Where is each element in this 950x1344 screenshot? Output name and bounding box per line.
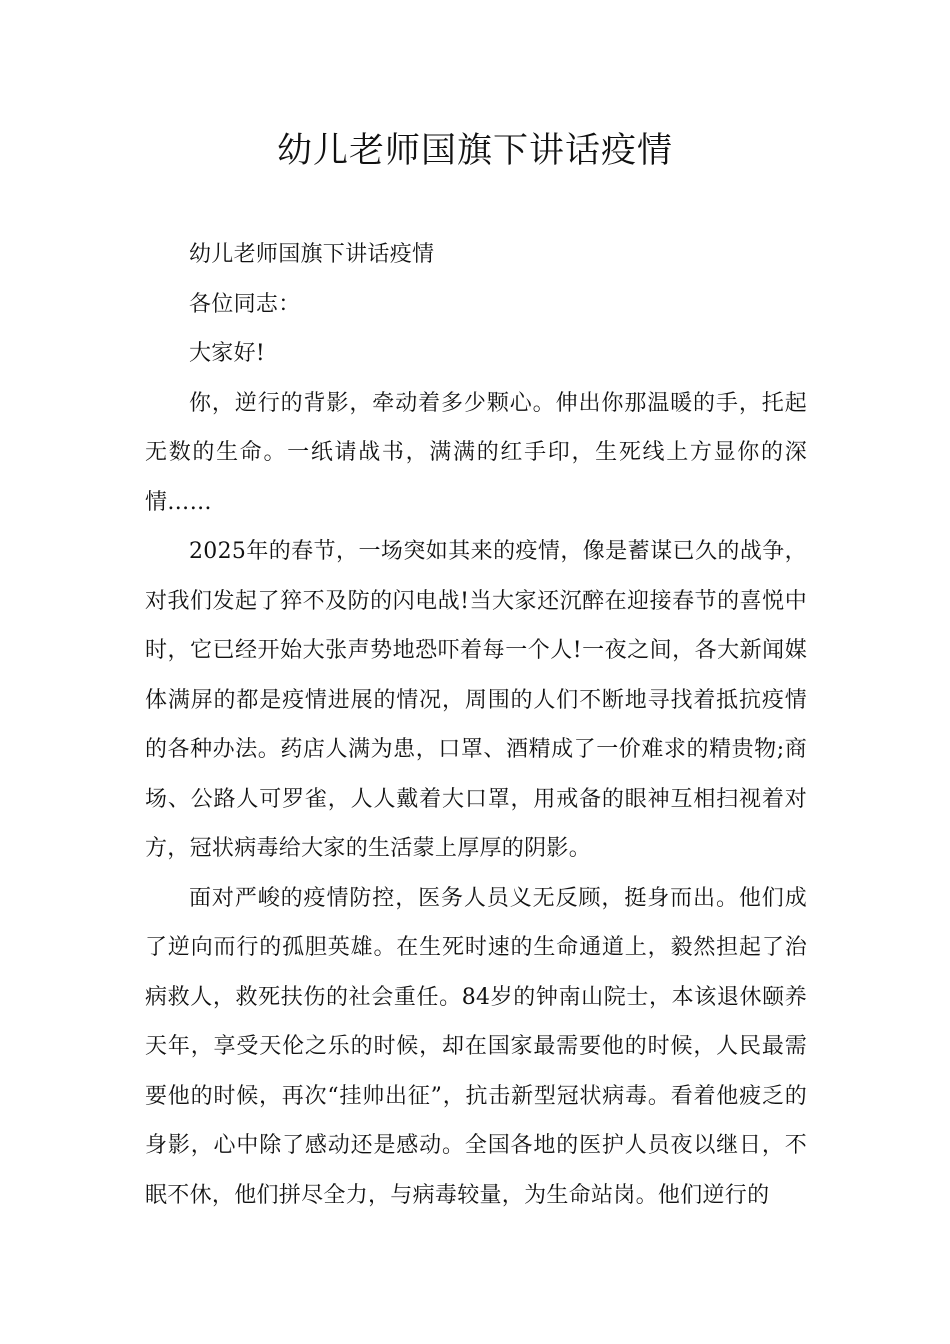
paragraph-greeting: 大家好! xyxy=(189,341,266,366)
paragraph-medical-workers: 面对严峻的疫情防控，医务人员义无反顾，挺身而出。他们成了逆向而行的孤胆英雄。在生死时速的生命通道上，毅然担起了治病救人，救死扶伤的社会重任。84岁的钟南山院士，本该退休颐养天年，享受天伦之乐的时候，却在国家最需要他的时候，人民最需要他的时候，再次“挂帅出征”，抗击新型冠状病毒。看着他疲乏的身影，心中除了感动还是感动。全国各地的医护人员夜以继日，不眠不休，他们拼尽全力，与病毒较量，为生命站岗。他们逆行的 xyxy=(145,885,807,1208)
paragraph-salutation: 各位同志： xyxy=(189,291,301,317)
paragraph-spring-festival: 2025年的春节，一场突如其来的疫情，像是蓄谋已久的战争，对我们发起了猝不及防的闪电战!当大家还沉醉在迎接春节的喜悦中时，它已经开始大张声势地恐吓着每一个人!一夜之间，各大新闻媒体满屏的都是疫情进展的情况，周围的人们不断地寻找着抵抗疫情的各种办法。药店人满为患，口罩、酒精成了一价难求的精贵物;商场、公路人可罗雀，人人戴着大口罩，用戒备的眼神互相扫视着对方，冠状病毒给大家的生活蒙上厚厚的阴影。 xyxy=(145,539,807,861)
document-title: 幼儿老师国旗下讲话疫情 xyxy=(276,131,673,171)
document-body xyxy=(145,230,807,1220)
paragraph-intro: 你，逆行的背影，牵动着多少颗心。伸出你那温暖的手，托起无数的生命。一纸请战书，满满的红手印，生死线上方显你的深情…… xyxy=(145,390,807,515)
paragraph-subtitle: 幼儿老师国旗下讲话疫情 xyxy=(189,242,435,267)
